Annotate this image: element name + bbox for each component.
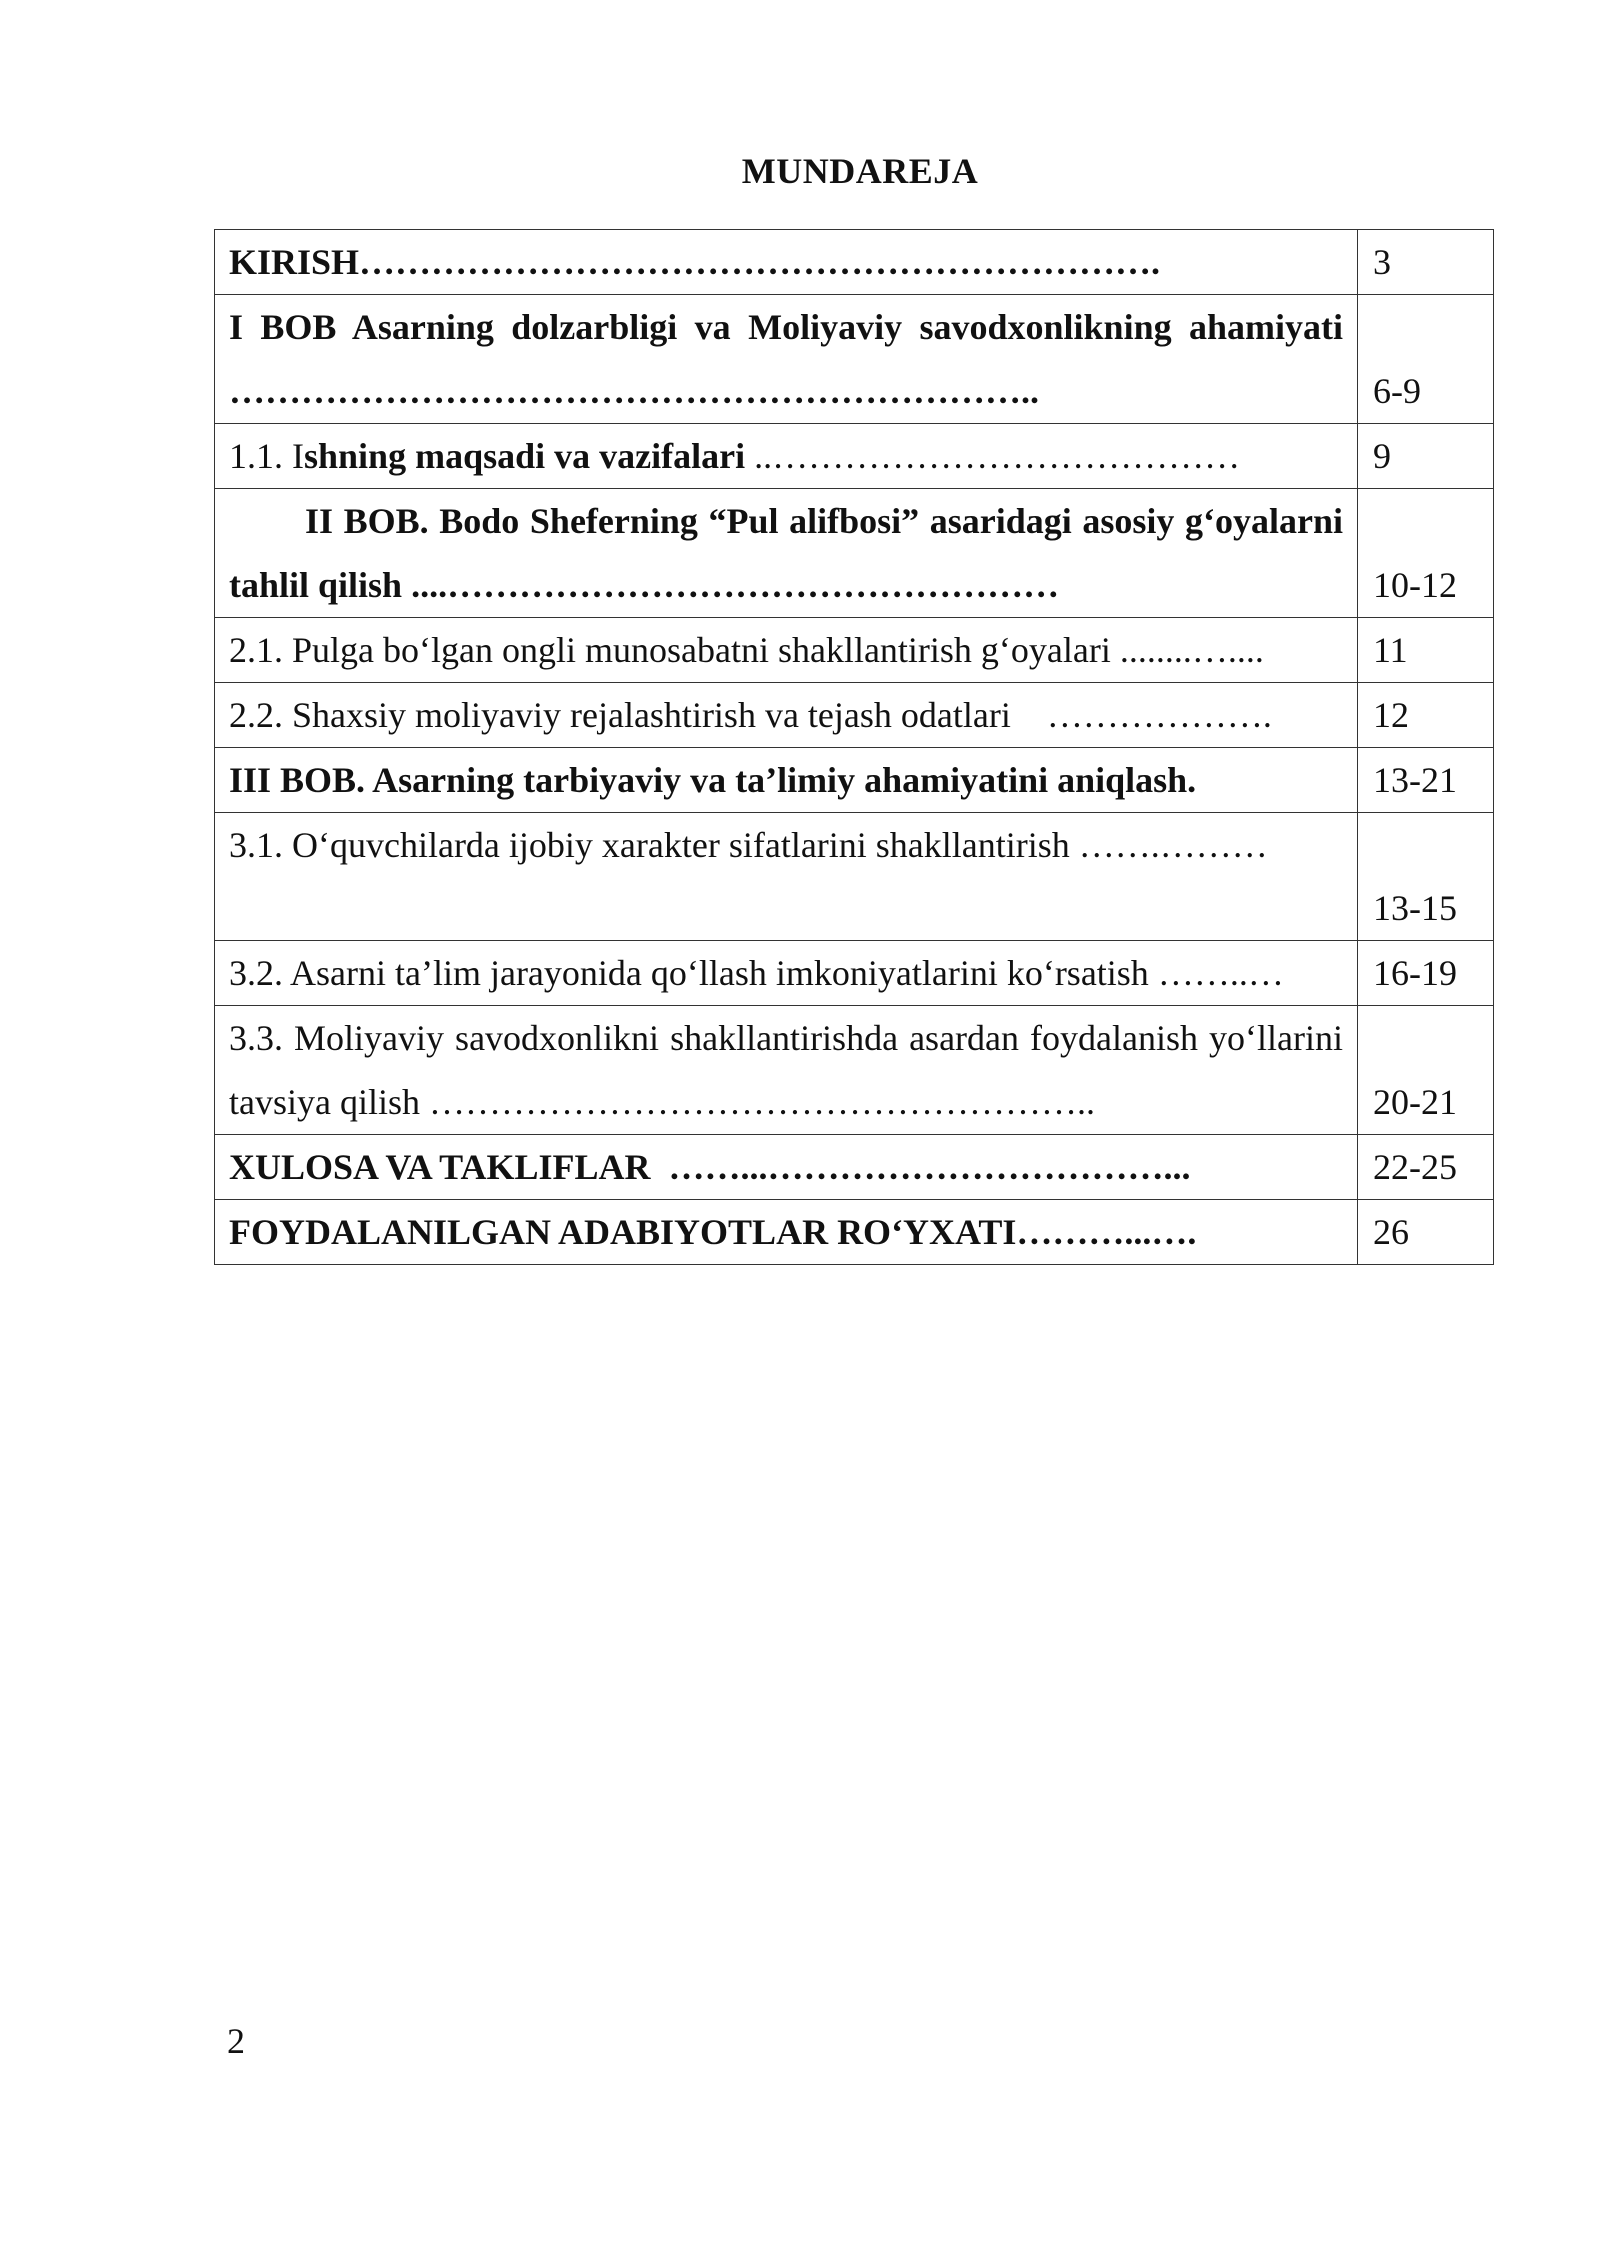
toc-entry-text: FOYDALANILGAN ADABIYOTLAR RO‘YXATI — [229, 1212, 1017, 1252]
toc-entry — [215, 230, 1358, 295]
toc-entry — [215, 489, 1358, 618]
toc-page: 22-25 — [1358, 1135, 1494, 1200]
toc-page: 10-12 — [1358, 489, 1494, 618]
toc-entry — [215, 618, 1358, 683]
toc-entry-text: XULOSA VA TAKLIFLAR — [229, 1147, 651, 1187]
toc-row-3-2 — [215, 941, 1494, 1006]
toc-entry-text: 3.3. Moliyaviy savodxonlikni shakllantirishda asardan foydalanish yo‘llarini tavsiya qilish — [229, 1018, 1343, 1122]
document-title: MUNDAREJA — [741, 151, 979, 191]
toc-leader-dots: ........….... — [1110, 630, 1264, 670]
toc-leader-dots: ………………. — [1010, 695, 1272, 735]
toc-entry — [215, 941, 1358, 1006]
toc-row-2-2 — [215, 683, 1494, 748]
toc-entry-text: III BOB. Asarning tarbiyaviy va ta’limiy ahamiyatini aniqlash. — [229, 760, 1197, 800]
toc-row-adabiyotlar — [215, 1200, 1494, 1265]
toc-leader-dots: ………………………………………………………….. — [229, 371, 1039, 411]
toc-page: 12 — [1358, 683, 1494, 748]
toc-leader-dots: ………...…. — [1016, 1212, 1197, 1252]
toc-entry — [215, 1135, 1358, 1200]
toc-entry-text: 3.2. Asarni ta’lim jarayonida qo‘llash imkoniyatlarini ko‘rsatish — [229, 953, 1149, 993]
toc-entry-text: I BOB Asarning dolzarbligi va Moliyaviy savodxonlikning ahamiyati — [229, 307, 1343, 347]
toc-page: 11 — [1358, 618, 1494, 683]
toc-leader-dots: ……..… — [1148, 953, 1284, 993]
toc-row-2-1 — [215, 618, 1494, 683]
toc-row-3-3 — [215, 1006, 1494, 1135]
toc-entry-text: 2.1. Pulga bo‘lgan ongli munosabatni shakllantirish g‘oyalari — [229, 630, 1111, 670]
toc-page: 26 — [1358, 1200, 1494, 1265]
toc-page: 13-21 — [1358, 748, 1494, 813]
toc-row-1-1 — [215, 424, 1494, 489]
toc-page: 20-21 — [1358, 1006, 1494, 1135]
table-of-contents — [214, 229, 1494, 1265]
toc-entry — [215, 1200, 1358, 1265]
toc-row-bob-2 — [215, 489, 1494, 618]
toc-page: 13-15 — [1358, 813, 1494, 941]
toc-page: 9 — [1358, 424, 1494, 489]
toc-entry — [215, 1006, 1358, 1135]
toc-entry-text: 3.1. O‘quvchilarda ijobiy xarakter sifatlarini shakllantirish — [229, 825, 1070, 865]
toc-row-bob-1 — [215, 295, 1494, 424]
toc-row-bob-3 — [215, 748, 1494, 813]
toc-entry-text: KIRISH — [229, 242, 360, 282]
toc-entry — [215, 424, 1358, 489]
toc-row-3-1 — [215, 813, 1494, 941]
toc-leader-dots: ……...……………………………... — [650, 1147, 1191, 1187]
toc-entry — [215, 295, 1358, 424]
toc-entry-text: 2.2. Shaxsiy moliyaviy rejalashtirish va tejash odatlari — [229, 695, 1011, 735]
toc-entry-prefix: 1.1. I — [229, 436, 304, 476]
toc-entry-text: II BOB. Bodo Sheferning “Pul alifbosi” asaridagi asosiy g‘oyalarni tahlil qilish — [229, 501, 1343, 605]
toc-leader-dots: …….……… — [1069, 825, 1268, 865]
toc-row-xulosa — [215, 1135, 1494, 1200]
toc-entry-text: shning maqsadi va vazifalari — [304, 436, 746, 476]
toc-leader-dots: ....…………………………………………… — [402, 565, 1060, 605]
toc-entry — [215, 813, 1358, 941]
toc-page: 16-19 — [1358, 941, 1494, 1006]
toc-page: 3 — [1358, 230, 1494, 295]
toc-row-kirish — [215, 230, 1494, 295]
toc-leader-dots: ..………………………………… — [745, 436, 1241, 476]
toc-leader-dots: ……………………………………………….. — [420, 1082, 1095, 1122]
toc-entry — [215, 748, 1358, 813]
toc-entry — [215, 683, 1358, 748]
toc-leader-dots: …………………………………………………………. — [359, 242, 1161, 282]
page-number: 2 — [227, 2021, 245, 2061]
toc-page: 6-9 — [1358, 295, 1494, 424]
